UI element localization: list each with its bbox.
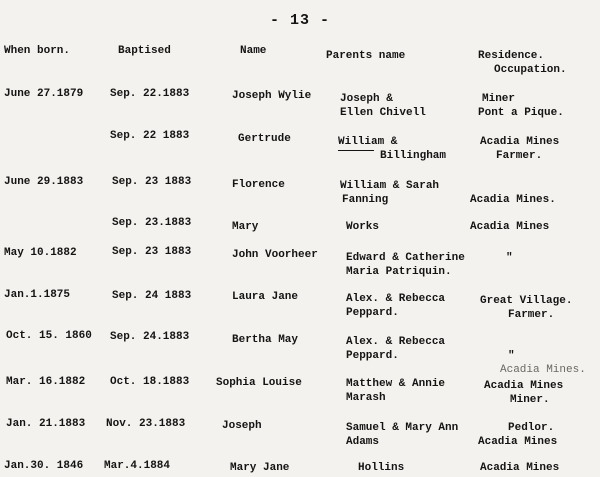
parents-line1: Works (346, 221, 380, 233)
parents-line2: Fanning (342, 194, 389, 206)
residence-line1: Great Village. (480, 295, 573, 307)
page-number: - 13 - (269, 12, 330, 29)
born-cell: Oct. 15. 1860 (6, 330, 92, 342)
header-residence: Residence. (478, 50, 545, 62)
header-baptised: Baptised (118, 45, 171, 57)
residence-line1: " (508, 350, 515, 362)
baptised-cell: Sep. 24.1883 (110, 331, 190, 343)
name-cell: Florence (232, 179, 285, 191)
name-cell: Bertha May (232, 334, 299, 346)
name-cell: Gertrude (238, 133, 291, 145)
residence-line2: Pont a Pique. (478, 107, 564, 119)
parents-line1: William & Sarah (340, 180, 440, 192)
parents-line1: Alex. & Rebecca (346, 336, 446, 348)
name-cell: John Voorheer (232, 249, 318, 261)
baptised-cell: Sep. 23 1883 (112, 176, 192, 188)
residence-line2: Farmer. (508, 309, 555, 321)
residence-line2: Acadia Mines. (500, 364, 586, 376)
residence-line2: Miner. (510, 394, 550, 406)
born-cell: Mar. 16.1882 (6, 376, 86, 388)
born-cell: June 27.1879 (4, 88, 84, 100)
parents-line1: Matthew & Annie (346, 378, 446, 390)
baptised-cell: Oct. 18.1883 (110, 376, 190, 388)
name-cell: Laura Jane (232, 291, 299, 303)
parents-line2: Marash (346, 392, 386, 404)
residence-line2: Acadia Mines (478, 436, 558, 448)
parents-line1: William & (338, 136, 398, 148)
name-cell: Joseph Wylie (232, 90, 312, 102)
name-cell: Mary (232, 221, 259, 233)
parents-line1: Joseph & (340, 93, 393, 105)
parents-line2: Maria Patriquin. (346, 266, 452, 278)
baptised-cell: Sep. 22.1883 (110, 88, 190, 100)
header-born: When born. (4, 45, 71, 57)
header-name: Name (240, 45, 267, 57)
residence-line1: Acadia Mines (484, 380, 564, 392)
header-parents: Parents name (326, 50, 406, 62)
residence-line2: Farmer. (496, 150, 543, 162)
parents-line2: Peppard. (346, 307, 399, 319)
parents-line2: Adams (346, 436, 380, 448)
residence-line1: Acadia Mines. (470, 194, 556, 206)
parents-line1: Edward & Catherine (346, 252, 465, 264)
name-cell: Mary Jane (230, 462, 290, 474)
name-cell: Joseph (222, 420, 262, 432)
parents-line2: Ellen Chivell (340, 107, 426, 119)
baptised-cell: Sep. 23 1883 (112, 246, 192, 258)
baptised-cell: Sep. 24 1883 (112, 290, 192, 302)
parents-line1: Samuel & Mary Ann (346, 422, 459, 434)
header-occupation: Occupation. (494, 64, 567, 76)
residence-line1: Acadia Mines (480, 462, 560, 474)
residence-line1: Acadia Mines (480, 136, 560, 148)
residence-line1: " (506, 252, 513, 264)
baptised-cell: Sep. 23.1883 (112, 217, 192, 229)
born-cell: Jan.30. 1846 (4, 460, 84, 472)
name-cell: Sophia Louise (216, 377, 302, 389)
born-cell: Jan. 21.1883 (6, 418, 86, 430)
residence-line1: Pedlor. (508, 422, 555, 434)
parents-line1: Hollins (358, 462, 405, 474)
residence-line1: Acadia Mines (470, 221, 550, 233)
born-cell: May 10.1882 (4, 247, 77, 259)
born-cell: June 29.1883 (4, 176, 84, 188)
blank-line (338, 150, 374, 151)
baptised-cell: Nov. 23.1883 (106, 418, 186, 430)
parents-line2: Billingham (380, 150, 447, 162)
baptised-cell: Mar.4.1884 (104, 460, 171, 472)
born-cell: Jan.1.1875 (4, 289, 71, 301)
baptised-cell: Sep. 22 1883 (110, 130, 190, 142)
parents-line2: Peppard. (346, 350, 399, 362)
parents-line1: Alex. & Rebecca (346, 293, 446, 305)
residence-line1: Miner (482, 93, 516, 105)
